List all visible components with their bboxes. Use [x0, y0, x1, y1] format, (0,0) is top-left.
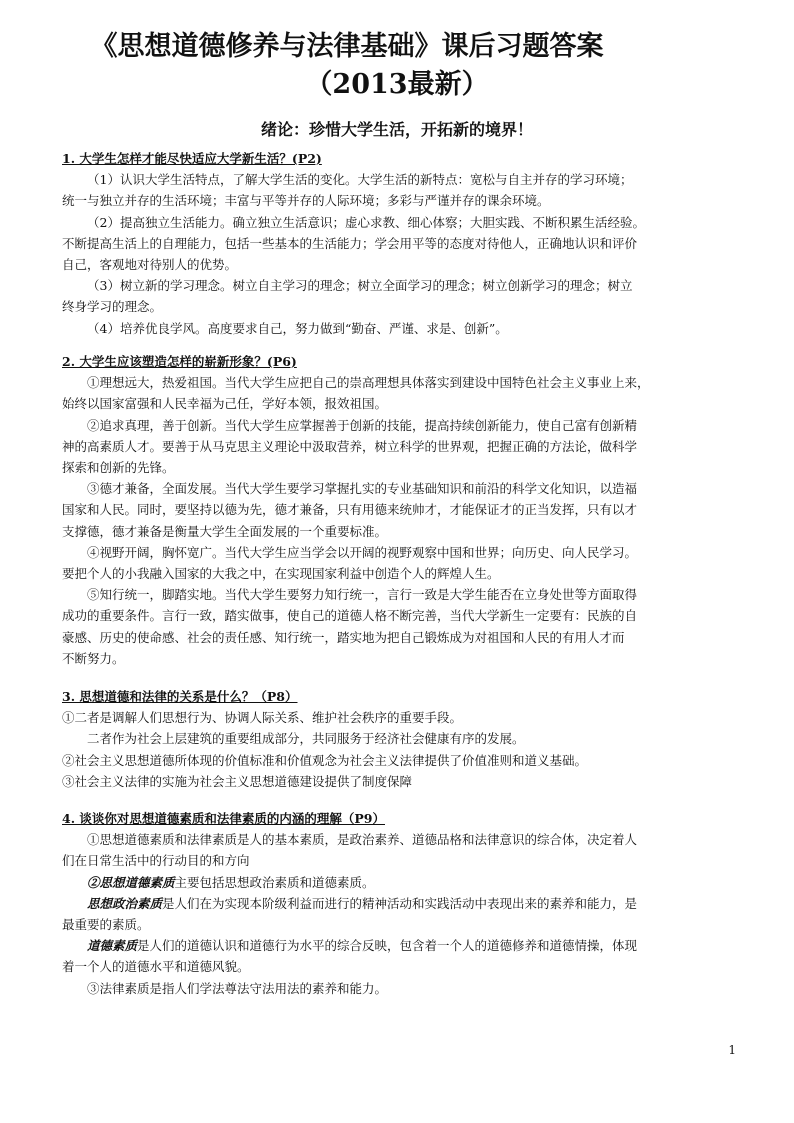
line-text: ③法律素质是指人们学法尊法守法用法的素养和能力。: [87, 980, 388, 996]
line-text: 支撑德，德才兼备是衡量大学生全面发展的一个重要标准。: [62, 523, 388, 539]
paragraph-line: [62, 393, 742, 414]
bold-term: 道德素质: [87, 938, 138, 954]
paragraph-line: [62, 627, 742, 648]
section-heading: 2. 大学生应该塑造怎样的崭新形象？(P6): [62, 354, 297, 369]
line-text: 二者作为社会上层建筑的重要组成部分，共同服务于经济社会健康有序的发展。: [87, 731, 525, 747]
line-text: 是人们的道德认识和道德行为水平的综合反映，包含着一个人的道德修养和道德情操，体现: [137, 938, 638, 954]
section-3: [62, 686, 742, 792]
section-heading: 3. 思想道德和法律的关系是什么？（P8）: [62, 689, 298, 704]
paragraph-line: [62, 254, 742, 275]
line-text: ③德才兼备，全面发展。当代大学生要学习掌握扎实的专业基础知识和前沿的科学文化知识，以造福: [87, 481, 638, 497]
line-text: （4）培养优良学风。高度要求自己，努力做到“勤奋、严谨、求是、创新”。: [87, 320, 508, 336]
line-text: 着一个人的道德水平和道德风貌。: [62, 959, 250, 975]
paragraph-line: [62, 372, 742, 393]
section-heading: 1. 大学生怎样才能尽快适应大学新生活？(P2): [62, 151, 322, 166]
section-2: [62, 351, 742, 669]
line-text: ③社会主义法律的实施为社会主义思想道德建设提供了制度保障: [62, 773, 413, 789]
section-lines: [62, 707, 742, 792]
line-text: 自己，客观地对待别人的优势。: [62, 257, 238, 273]
paragraph-line: [62, 872, 742, 893]
paragraph-line: [62, 318, 742, 339]
paragraph-line: [62, 956, 742, 977]
paragraph-line: [62, 169, 742, 190]
section-lines: [62, 169, 742, 339]
line-text: （1）认识大学生活特点，了解大学生活的变化。大学生活的新特点：宽松与自主并存的学习环境；: [87, 172, 633, 188]
paragraph-line: [62, 296, 742, 317]
paragraph-line: [62, 893, 742, 914]
line-text: ①二者是调解人们思想行为、协调人际关系、维护社会秩序的重要手段。: [62, 710, 463, 726]
paragraph-line: [62, 728, 742, 749]
line-text: 最重要的素质。: [62, 917, 150, 933]
line-text: 成功的重要条件。言行一致，踏实做事，使自己的道德人格不断完善，当代大学新生一定要有：民族的自: [62, 608, 638, 624]
line-text: ②追求真理，善于创新。当代大学生应掌握善于创新的技能，提高持续创新能力，使自己富有创新精: [87, 417, 638, 433]
section-heading: 4. 谈谈你对思想道德素质和法律素质的内涵的理解（P9）: [62, 811, 385, 826]
paragraph-line: [62, 542, 742, 563]
paragraph-line: [62, 605, 742, 626]
paragraph-line: [62, 563, 742, 584]
paragraph-line: [62, 914, 742, 935]
line-text: 统一与独立并存的生活环境；丰富与平等并存的人际环境；多彩与严谨并存的课余环境。: [62, 193, 550, 209]
line-text: ①理想远大，热爱祖国。当代大学生应把自己的崇高理想具体落实到建设中国特色社会主义事业上来，: [87, 375, 650, 391]
line-text: 不断提高生活上的自理能力，包括一些基本的生活能力；学会用平等的态度对待他人，正确地认识和评价: [62, 235, 638, 251]
paragraph-line: [62, 478, 742, 499]
line-text: ②社会主义思想道德所体现的价值标准和价值观念为社会主义法律提供了价值准则和道义基础。: [62, 752, 588, 768]
line-text: ⑤知行统一，脚踏实地。当代大学生要努力知行统一，言行一致是大学生能否在立身处世等方面取得: [87, 587, 638, 603]
paragraph-line: [62, 499, 742, 520]
line-text: 是人们在为实现本阶级利益而进行的精神活动和实践活动中表现出来的素养和能力，是: [162, 895, 638, 911]
line-text: 始终以国家富强和人民幸福为己任，学好本领，报效祖国。: [62, 396, 388, 412]
page-number: 1: [728, 1043, 736, 1057]
paragraph-line: [62, 829, 742, 850]
bold-term: 思想政治素质: [87, 895, 163, 911]
paragraph-line: [62, 750, 742, 771]
paragraph-line: [62, 190, 742, 211]
line-text: 们在日常生活中的行动目的和方向: [62, 853, 250, 869]
paragraph-line: [62, 771, 742, 792]
line-text: 要把个人的小我融入国家的大我之中，在实现国家利益中创造个人的辉煌人生。: [62, 566, 500, 582]
line-text: 国家和人民。同时，要坚持以德为先，德才兼备，只有用德来统帅才，才能保证才的正当发挥，只有以才: [62, 502, 638, 518]
line-text: ④视野开阔，胸怀宽广。当代大学生应当学会以开阔的视野观察中国和世界；向历史、向人民学习。: [87, 544, 638, 560]
line-text: （3）树立新的学习理念。树立自主学习的理念；树立全面学习的理念；树立创新学习的理念；树立: [87, 278, 633, 294]
line-text: 探索和创新的先锋。: [62, 460, 175, 476]
section-lines: [62, 829, 742, 999]
line-text: 终身学习的理念。: [62, 299, 163, 315]
paragraph-line: [62, 436, 742, 457]
line-text: 神的高素质人才。要善于从马克思主义理论中汲取营养，树立科学的世界观，把握正确的方法论，做科学: [62, 438, 638, 454]
line-text: 不断努力。: [62, 650, 125, 666]
paragraph-line: [62, 707, 742, 728]
paragraph-line: [62, 978, 742, 999]
paragraph-line: [62, 584, 742, 605]
paragraph-line: [62, 415, 742, 436]
line-text: （2）提高独立生活能力。确立独立生活意识；虚心求教、细心体察；大胆实践、不断积累生活经验。: [87, 214, 645, 230]
paragraph-line: [62, 275, 742, 296]
line-text: 豪感、历史的使命感、社会的责任感、知行统一，踏实地为把自己锻炼成为对祖国和人民的有用人才而: [62, 629, 625, 645]
section-1: [62, 148, 742, 339]
paragraph-line: [62, 935, 742, 956]
line-text: ①思想道德素质和法律素质是人的基本素质，是政治素养、道德品格和法律意识的综合体，决定着人: [87, 832, 638, 848]
section-4: [62, 808, 742, 999]
bold-term: ②思想道德素质: [87, 874, 175, 890]
document-title: 《思想道德修养与法律基础》课后习题答案: [90, 31, 604, 62]
paragraph-line: [62, 521, 742, 542]
paragraph-line: [62, 850, 742, 871]
line-text: 主要包括思想政治素质和道德素质。: [174, 874, 375, 890]
paragraph-line: [62, 648, 742, 669]
chapter-subtitle: 绪论：珍惜大学生活，开拓新的境界！: [260, 120, 533, 139]
paragraph-line: [62, 212, 742, 233]
paragraph-line: [62, 457, 742, 478]
paragraph-line: [62, 233, 742, 254]
section-lines: [62, 372, 742, 669]
document-title-year: （2013最新）: [305, 69, 489, 100]
